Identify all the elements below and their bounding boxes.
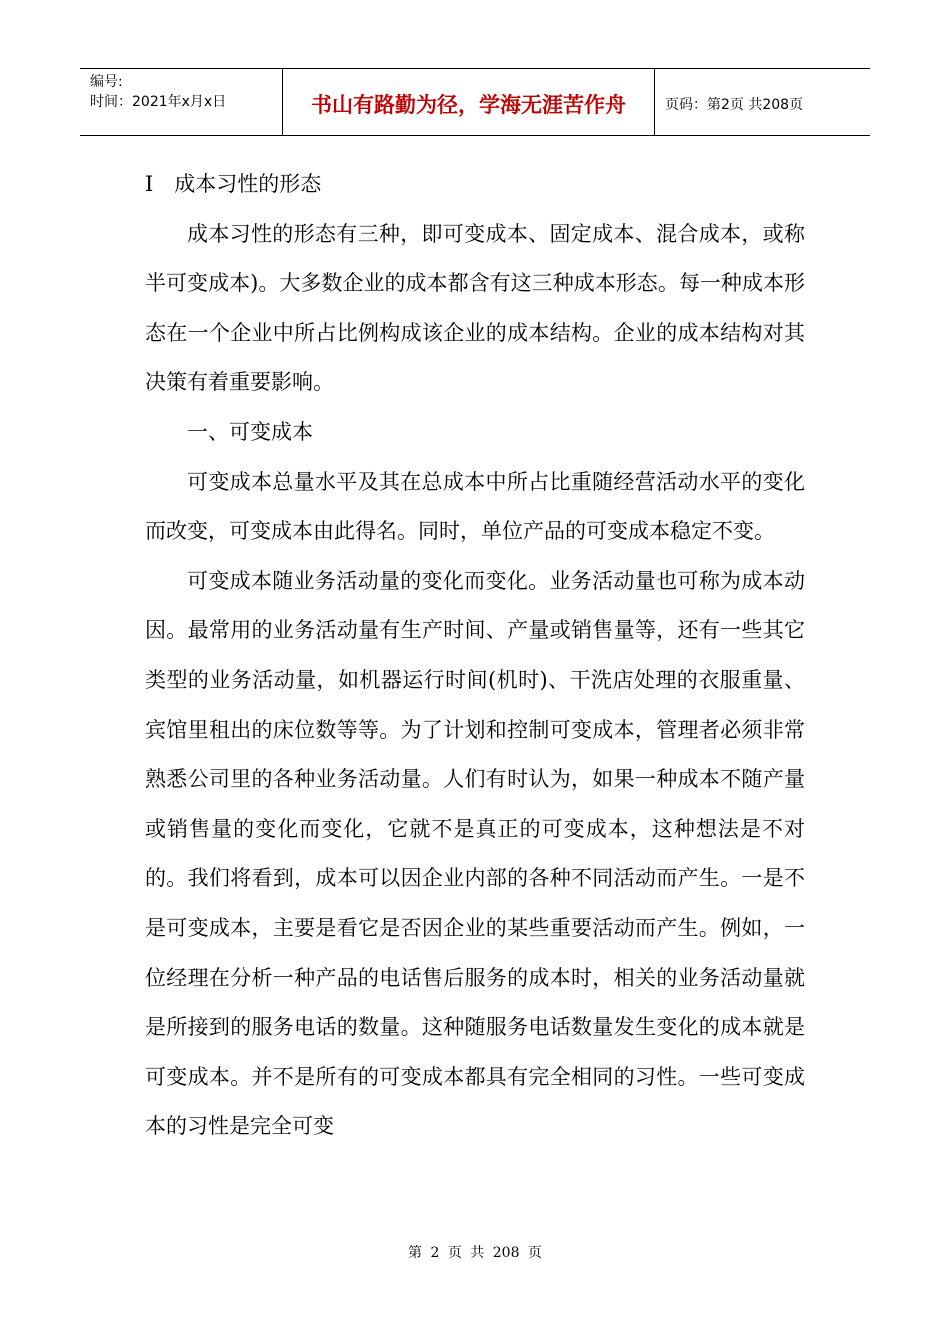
document-header [80,68,870,136]
subsection-heading: 一、可变成本 [187,419,313,444]
header-meta [80,69,283,135]
header-page-info: 页码：第2页 共208页 [665,97,804,113]
page-footer: 第 2 页 共 208 页 [408,1245,542,1261]
section-heading: I 成本习性的形态 [145,172,322,196]
date-label: 时间：2021年x月x日 [90,94,227,110]
paragraph: 可变成本随业务活动量的变化而变化。业务活动量也可称为成本动因。最常用的业务活动量有生产时间、产量或销售量等，还有一些其它类型的业务活动量，如机器运行时间(机时)、干洗店处理的衣服重量、宾馆里租出的床位数等等。为了计划和控制可变成本，管理者必须非常熟悉公司里的各种业务活动量。人们有时认为，如果一种成本不随产量或销售量的变化而变化，它就不是真正的可变成本，这种想法是不对的。我们将看到，成本可以因企业内部的各种不同活动而产生。一是不是可变成本，主要是看它是否因企业的某些重要活动而产生。例如，一位经理在分析一种产品的电话售后服务的成本时，相关的业务活动量就是所接到的服务电话的数量。这种随服务电话数量发生变化的成本就是可变成本。并不是所有的可变成本都具有完全相同的习性。一些可变成本的习性是完全可变 [145,568,805,1139]
paragraph: 可变成本总量水平及其在总成本中所占比重随经营活动水平的变化而改变，可变成本由此得名。同时，单位产品的可变成本稳定不变。 [145,469,805,544]
number-label: 编号: [90,74,123,90]
paragraph: 成本习性的形态有三种，即可变成本、固定成本、混合成本，或称半可变成本)。大多数企业的成本都含有这三种成本形态。每一种成本形态在一个企业中所占比例构成该企业的成本结构。企业的成本结构对其决策有着重要影响。 [145,221,805,395]
header-motto: 书山有路勤为径，学海无涯苦作舟 [283,69,655,135]
document-body [145,160,805,1152]
